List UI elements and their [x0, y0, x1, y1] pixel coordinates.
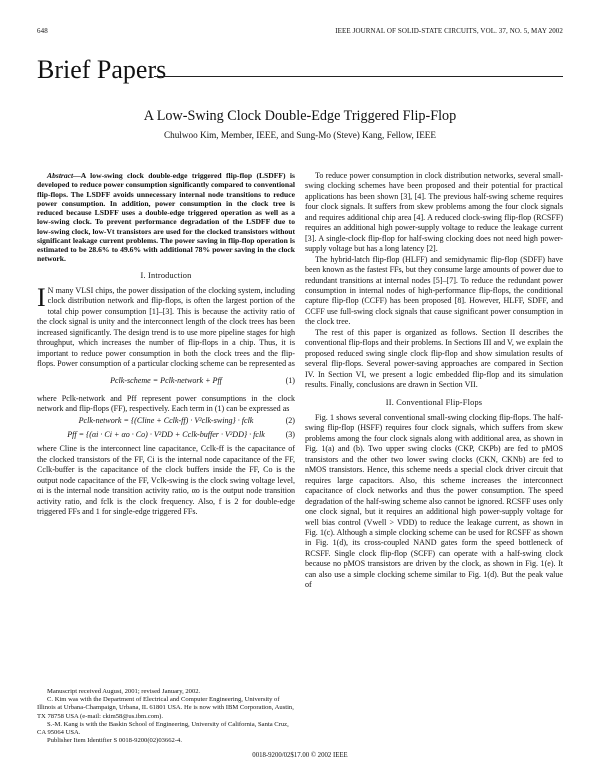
copyright-footer: 0018-9200/02$17.00 © 2002 IEEE [252, 752, 348, 759]
intro-paragraph-2: where Pclk-network and Pff represent power consumptions in the clock network and flip-flops (FF), respectively. Each term in (1) can be expressed as [37, 393, 295, 414]
heading-rule [154, 76, 563, 77]
footnote-manuscript: Manuscript received August, 2001; revised January, 2002. [47, 688, 201, 695]
running-header [37, 27, 563, 37]
paper-title: A Low-Swing Clock Double-Edge Triggered Flip-Flop [143, 108, 457, 124]
intro-paragraph-3: where Cline is the interconnect line capacitance, Cclk-ff is the capacitance of the clocked transistors of the FF, Ci is the internal node capacitance of the FF, Cclk-buffer is the capacitance of the clock buffers inside the FF, Co is the output node capacitance of the FF, Vclk-swing is the clock swing voltage level, αi is the internal node transition activity ratio, αo is the output node transition activity ratio, and fclk is the clock frequency. Also, f is 2 for double-edge triggered FFs and 1 for single-edge triggered FFs. [37, 444, 295, 517]
equation-1 [37, 376, 295, 388]
abstract-label: Abstract— [47, 171, 81, 180]
footnotes [37, 688, 295, 745]
equation-1-number: (1) [285, 375, 295, 385]
equation-2-number: (2) [285, 416, 295, 426]
abstract-text: A low-swing clock double-edge triggered flip-flop (LSDFF) is developed to reduce power consumption significantly compared to conventional flip-flops. The LSDFF avoids unnecessary internal node transitions to reduce power consumption. In addition, power consumption in the clock tree is reduced because LSDFF uses a double-edge triggered operation as well as a low-swing clock. To prevent performance degradation of the LSDFF due to low-swing clock, low-Vt transistors are used for the clocked transistors without significant leakage current problems. The power saving in flip-flop operation is estimated to be 28.6% to 49.6% with additional 78% power saving in the clock network. [37, 171, 295, 264]
footnote-publisher-id: Publisher Item Identifier S 0018-9200(02)03662-4. [47, 737, 182, 745]
section-heading [37, 55, 563, 89]
journal-name: IEEE JOURNAL OF SOLID-STATE CIRCUITS, VOL. 37, NO. 5, MAY 2002 [335, 27, 563, 35]
page-number: 648 [37, 27, 48, 35]
left-column [37, 171, 295, 518]
right-column [305, 171, 563, 591]
right-paragraph-1: To reduce power consumption in clock distribution networks, several small-swing clocking schemes have been proposed and their potential for practical applications has been shown [3], [4]. The previous half-swing scheme requires four clock signals. It suffers from skew problems among the four clock signals and requires additional chip area [4]. A reduced clock-swing flip-flop (RCSFF) requires an additional high power-supply voltage to reduce the leakage current [3]. A single-clock flip-flop for half-swing clocking does not need high power-supply voltage but has a long latency [2]. [305, 171, 563, 254]
right-paragraph-4: Fig. 1 shows several conventional small-swing clocking flip-flops. The half-swing flip-flop (HSFF) requires four clock signals, which suffers from skew problems among the four clock signals along with additional area, as shown in Fig. 1(a) and (b). Two upper swing clocks (CKP, CKPb) are fed to pMOS transistors and the other two lower swing clocks (CKN, CKNb) are fed to nMOS transistors. Hence, this scheme needs a special clock driver circuit that requires large capacitors. Also, this scheme increases the interconnect capacitance of clock networks and thus the power consumption. The speed degradation of the half-swing scheme also cannot be ignored. RCSFF uses only one clock signal, but it requires an additional high power-supply voltage for well bias control (Vwell > VDD) to reduce the leakage current, as shown in Fig. 1(c). Although a simple clocking scheme can be used for RCSFF as shown in Fig. 1(d), its cross-coupled NAND gates form the speed bottleneck of RCSFF. Single clock flip-flop (SCFF) can operate with a half-swing clock because no pMOS transistors are driven by the clock, as shown in Fig. 1(e). It can also use a simple clocking scheme similar to Fig. 1(d). But the peak value of [305, 412, 563, 590]
equation-3-body: Pff = {(αi · Ci + αo · Co) · V²DD + Cclk-buffer · V²DD} · fclk [67, 430, 265, 440]
equation-3-number: (3) [285, 430, 295, 440]
footnote-author-kim: C. Kim was with the Department of Electrical and Computer Engineering, University of Illinois at Urbana-Champaign, Urbana, IL 61801 USA. He is now with IBM Corporation, Austin, TX 78758 USA (e-mail: ckim58@us.ibm.com). [37, 696, 294, 720]
equation-3 [37, 430, 295, 442]
intro-paragraph-1 [37, 282, 295, 370]
equation-2-body: Pclk-network = {(Cline + Cclk-ff) · V²clk-swing} · fclk [78, 416, 254, 426]
right-paragraph-3: The rest of this paper is organized as follows. Section II describes the conventional flip-flops and their problems. In Sections III and V, we explain the proposed reduced swing single clock flip-flop and show simulation results of several flip-flops. Several power-saving approaches are compared in Section IV. In Section VI, we present a logic embedded flip-flop and its simulation results. Finally, conclusions are drawn in Section VII. [305, 327, 563, 390]
abstract [37, 171, 295, 264]
section-title-introduction: I. Introduction [140, 270, 192, 280]
right-paragraph-2: The hybrid-latch flip-flop (HLFF) and semidynamic flip-flop (SDFF) have been known as the fastest FFs, but they consume large amounts of power due to redundant transitions at internal nodes [5]–[7]. To reduce the redundant power consumption in internal nodes of high-performance flip-flops, the conditional capture flip-flop (CCFF) has been proposed [8]. However, HLFF, SDFF, and CCFF use full-swing clock signals that cause significant power consumption in the clock tree. [305, 254, 563, 327]
section-heading-text: Brief Papers [37, 55, 167, 84]
footnote-author-kang: S.-M. Kang is with the Baskin School of Engineering, University of California, Santa Cruz, CA 95064 USA. [37, 720, 289, 737]
drop-cap: I [37, 282, 46, 312]
equation-1-body: Pclk-scheme = Pclk-network + Pff [110, 375, 222, 385]
paper-authors: Chulwoo Kim, Member, IEEE, and Sung-Mo (Steve) Kang, Fellow, IEEE [163, 130, 437, 140]
equation-2 [37, 416, 295, 428]
intro-paragraph-1-text: N many VLSI chips, the power dissipation of the clocking system, including clock distribution network and flip-flops, is often the largest portion of the total chip power consumption [1]–[3]. This is because the activity ratio of the clock signal is unity and the interconnect length of the clock trees has been increased significantly. The design trend is to use more pipeline stages for high throughput, which increases the number of flip-flops in a chip. Thus, it is important to reduce power consumption in both the clock trees and the flip-flops. Power consumption of a particular clocking scheme can be represented as [37, 285, 295, 369]
section-title-conventional: II. Conventional Flip-Flops [385, 397, 483, 407]
